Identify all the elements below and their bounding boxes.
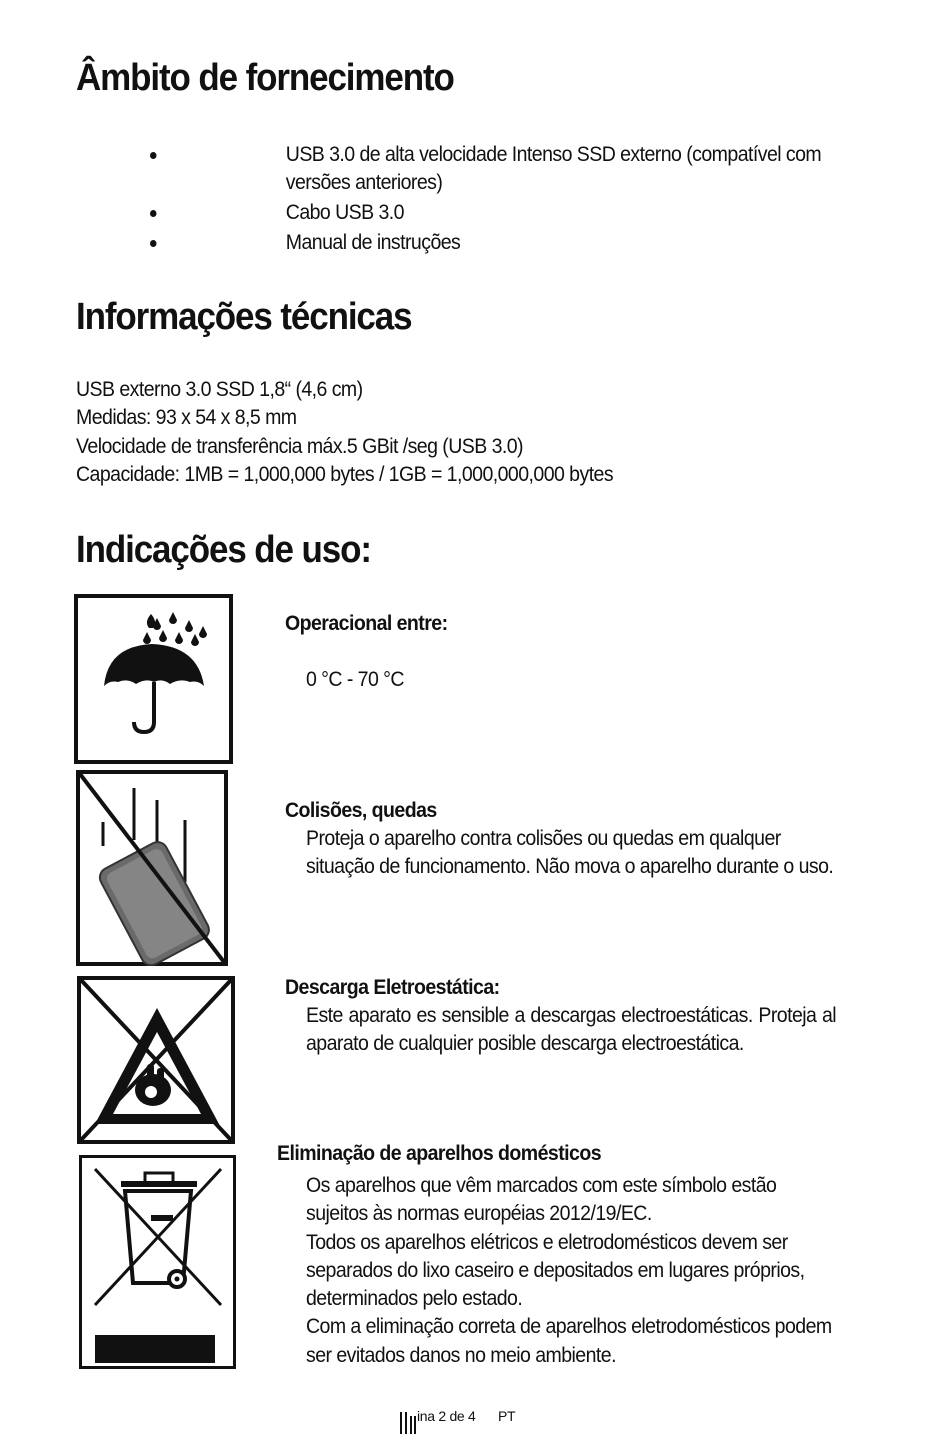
usage-paragraph: Os aparelhos que vêm marcados com este símbolo estão sujeitos às normas européias 2012/19/EC.: [306, 1174, 777, 1226]
usage-paragraph: Com a eliminação correta de aparelhos eletrodomésticos podem ser evitados danos no meio ambiente.: [306, 1315, 832, 1367]
tech-line: Medidas: 93 x 54 x 8,5 mm: [76, 406, 297, 430]
bullet-icon: [150, 152, 157, 159]
list-item-text: Manual de instruções: [285, 230, 461, 254]
list-item-text: Cabo USB 3.0: [285, 200, 404, 224]
usage-text-block: [306, 1172, 836, 1370]
tech-line: Capacidade: 1MB = 1,000,000 bytes / 1GB = 1,000,000,000 bytes: [76, 462, 614, 486]
crossed-bin-weee-icon: [79, 1155, 236, 1369]
bullet-icon: [150, 240, 157, 247]
umbrella-rain-icon: [74, 594, 233, 764]
supply-list: [150, 141, 862, 257]
tech-line: Velocidade de transferência máx.5 GBit /seg (USB 3.0): [76, 434, 523, 458]
list-item: [150, 229, 862, 257]
language-code: PT: [498, 1408, 516, 1424]
tech-info: [76, 376, 613, 489]
usage-title: Descarga Eletroestática:: [285, 976, 500, 999]
usage-title: Colisões, quedas: [285, 799, 437, 822]
heading-usage: Indicações de uso:: [76, 529, 371, 571]
usage-title: Operacional entre:: [285, 612, 448, 635]
list-item: [150, 141, 862, 198]
usage-text: 0 °C - 70 °C: [306, 668, 404, 691]
list-item-text: USB 3.0 de alta velocidade Intenso SSD externo (compatível com versões anteriores): [285, 143, 822, 195]
usage-text: Proteja o aparelho contra colisões ou quedas em qualquer situação de funcionamento. Não mova o aparelho durante o uso.: [306, 827, 834, 879]
bullet-icon: [150, 210, 157, 217]
usage-title: Eliminação de aparelhos domésticos: [277, 1142, 602, 1165]
list-item: [150, 199, 862, 227]
heading-tech: Informações técnicas: [76, 296, 412, 338]
footer-logo-icon: [399, 1410, 417, 1441]
esd-warning-icon: [77, 976, 235, 1144]
tech-line: USB externo 3.0 SSD 1,8“ (4,6 cm): [76, 378, 363, 401]
usage-paragraph: Todos os aparelhos elétricos e eletrodomésticos devem ser separados do lixo caseiro e depositados em lugares próprios, determinados pelo estado.: [306, 1230, 805, 1311]
page-number: ina 2 de 4: [417, 1408, 476, 1424]
usage-text: Este aparato es sensible a descargas electroestáticas. Proteja al aparato de cualquier posible descarga electroestática.: [306, 1004, 837, 1056]
no-drop-device-icon: [76, 770, 228, 966]
heading-supply: Âmbito de fornecimento: [76, 57, 454, 99]
